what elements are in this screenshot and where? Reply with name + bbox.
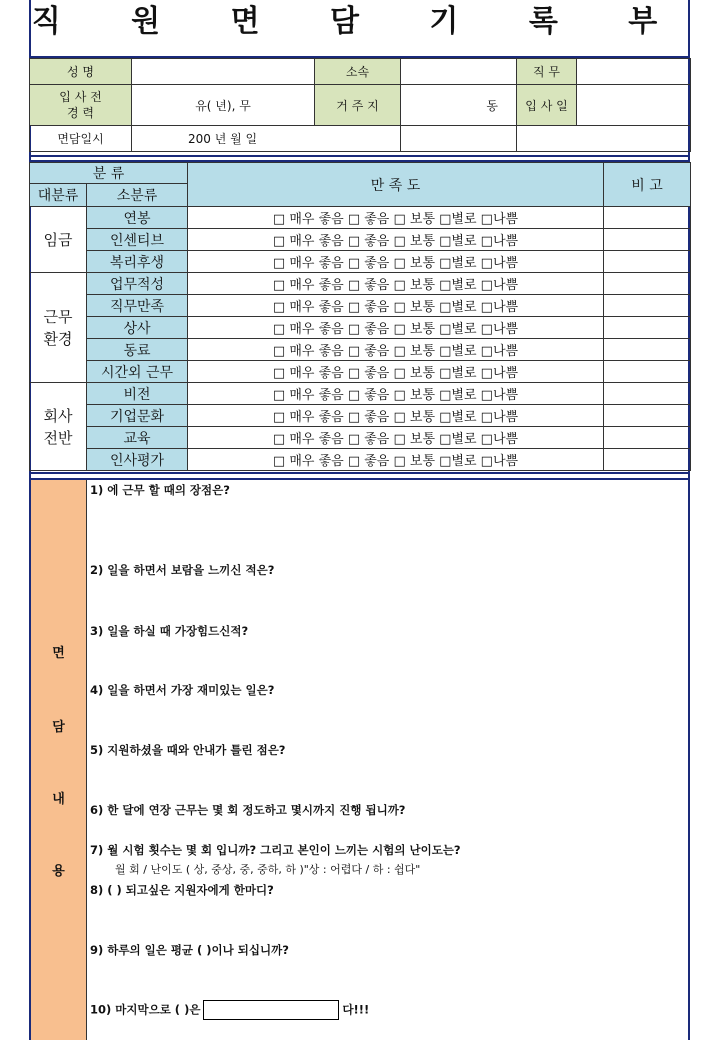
major-header: 대분류 [30, 184, 87, 207]
minor-category: 기업문화 [87, 405, 188, 427]
minor-category: 업무적성 [87, 273, 188, 295]
answer-box[interactable] [203, 1000, 339, 1020]
satisfaction-options[interactable]: □ 매우 좋음 □ 좋음 □ 보통 □별로 □나쁨 [188, 339, 604, 361]
address-field[interactable]: 동 [401, 85, 517, 126]
major-category-line: 근무 [43, 307, 73, 326]
minor-category: 인센티브 [87, 229, 188, 251]
remark-cell[interactable] [604, 361, 691, 383]
question-10-suffix: 다!!! [342, 1002, 370, 1017]
remark-cell[interactable] [604, 383, 691, 405]
remark-cell[interactable] [604, 449, 691, 471]
major-category-line: 전반 [43, 428, 73, 447]
info-table [29, 58, 691, 152]
interview-label-char: 면 [52, 646, 65, 661]
remark-cell[interactable] [604, 295, 691, 317]
minor-category: 연봉 [87, 207, 188, 229]
satisfaction-options[interactable]: □ 매우 좋음 □ 좋음 □ 보통 □별로 □나쁨 [188, 229, 604, 251]
question-7-sub: 월 회 / 난이도 ( 상, 중상, 중, 중하, 하 )"상 : 어렵다 / 하 : 쉽다" [115, 863, 421, 876]
remark-cell[interactable] [604, 251, 691, 273]
minor-category: 시간외 근무 [87, 361, 188, 383]
dept-field[interactable] [401, 59, 517, 85]
question-10 [90, 1000, 369, 1020]
minor-category: 직무만족 [87, 295, 188, 317]
minor-category: 비전 [87, 383, 188, 405]
minor-category: 동료 [87, 339, 188, 361]
question-6: 6) 한 달에 연장 근무는 몇 회 정도하고 몇시까지 진행 됩니까? [90, 803, 406, 817]
minor-category: 복리후생 [87, 251, 188, 273]
question-1: 1) 에 근무 할 때의 장점은? [90, 483, 230, 497]
duty-field[interactable] [577, 59, 691, 85]
remark-cell[interactable] [604, 339, 691, 361]
remark-cell[interactable] [604, 207, 691, 229]
address-label: 거 주 지 [315, 85, 401, 126]
major-category [30, 383, 87, 471]
satisfaction-options[interactable]: □ 매우 좋음 □ 좋음 □ 보통 □별로 □나쁨 [188, 361, 604, 383]
satisfaction-options[interactable]: □ 매우 좋음 □ 좋음 □ 보통 □별로 □나쁨 [188, 295, 604, 317]
divider [29, 472, 690, 474]
category-header: 분 류 [30, 163, 188, 184]
divider [29, 155, 690, 157]
major-category-line: 회사 [43, 406, 73, 425]
career-field[interactable]: 유( 년), 무 [132, 85, 315, 126]
dept-label: 소속 [315, 59, 401, 85]
question-10-prefix: 10) 마지막으로 ( )은 [90, 1002, 201, 1017]
interview-label-char: 용 [52, 864, 65, 879]
satisfaction-header: 만 족 도 [188, 163, 604, 207]
satisfaction-options[interactable]: □ 매우 좋음 □ 좋음 □ 보통 □별로 □나쁨 [188, 273, 604, 295]
interview-date-field[interactable]: 200 년 월 일 [132, 126, 401, 152]
satisfaction-options[interactable]: □ 매우 좋음 □ 좋음 □ 보통 □별로 □나쁨 [188, 427, 604, 449]
career-label-line2: 경 력 [67, 106, 94, 120]
name-field[interactable] [132, 59, 315, 85]
satisfaction-options[interactable]: □ 매우 좋음 □ 좋음 □ 보통 □별로 □나쁨 [188, 383, 604, 405]
question-5: 5) 지원하셨을 때와 안내가 틀린 점은? [90, 743, 286, 757]
remark-cell[interactable] [604, 427, 691, 449]
career-label [30, 85, 132, 126]
interview-date-label: 면담일시 [30, 126, 132, 152]
duty-label: 직 무 [517, 59, 577, 85]
satisfaction-options[interactable]: □ 매우 좋음 □ 좋음 □ 보통 □별로 □나쁨 [188, 405, 604, 427]
question-8: 8) ( ) 되고싶은 지원자에게 한마디? [90, 883, 274, 897]
minor-category: 인사평가 [87, 449, 188, 471]
remark-cell[interactable] [604, 317, 691, 339]
satisfaction-options[interactable]: □ 매우 좋음 □ 좋음 □ 보통 □별로 □나쁨 [188, 251, 604, 273]
career-label-line1: 입 사 전 [59, 90, 102, 104]
question-7: 7) 월 시험 횟수는 몇 회 입니까? 그리고 본인이 느끼는 시험의 난이도는? [90, 843, 461, 857]
major-category [30, 273, 87, 383]
interview-extra-field-2[interactable] [517, 126, 691, 152]
interview-extra-field[interactable] [401, 126, 517, 152]
remark-cell[interactable] [604, 273, 691, 295]
join-date-field[interactable] [577, 85, 691, 126]
question-9: 9) 하루의 일은 평균 ( )이나 되십니까? [90, 943, 289, 957]
name-label: 성 명 [30, 59, 132, 85]
join-date-label: 입 사 일 [517, 85, 577, 126]
satisfaction-options[interactable]: □ 매우 좋음 □ 좋음 □ 보통 □별로 □나쁨 [188, 207, 604, 229]
divider [29, 478, 690, 480]
minor-category: 교육 [87, 427, 188, 449]
satisfaction-options[interactable]: □ 매우 좋음 □ 좋음 □ 보통 □별로 □나쁨 [188, 449, 604, 471]
question-3: 3) 일을 하실 때 가장힘드신적? [90, 624, 249, 638]
remark-header: 비 고 [604, 163, 691, 207]
remark-cell[interactable] [604, 229, 691, 251]
form-title: 직 원 면 담 기 록 부 [31, 4, 688, 39]
major-category: 임금 [30, 207, 87, 273]
interview-side-label [31, 480, 87, 1040]
remark-cell[interactable] [604, 405, 691, 427]
interview-label-char: 담 [52, 720, 65, 735]
satisfaction-table [29, 162, 691, 471]
question-2: 2) 일을 하면서 보람을 느끼신 적은? [90, 563, 275, 577]
minor-category: 상사 [87, 317, 188, 339]
satisfaction-options[interactable]: □ 매우 좋음 □ 좋음 □ 보통 □별로 □나쁨 [188, 317, 604, 339]
major-category-line: 환경 [43, 329, 73, 348]
interview-label-char: 내 [52, 792, 65, 807]
minor-header: 소분류 [87, 184, 188, 207]
question-4: 4) 일을 하면서 가장 재미있는 일은? [90, 683, 275, 697]
